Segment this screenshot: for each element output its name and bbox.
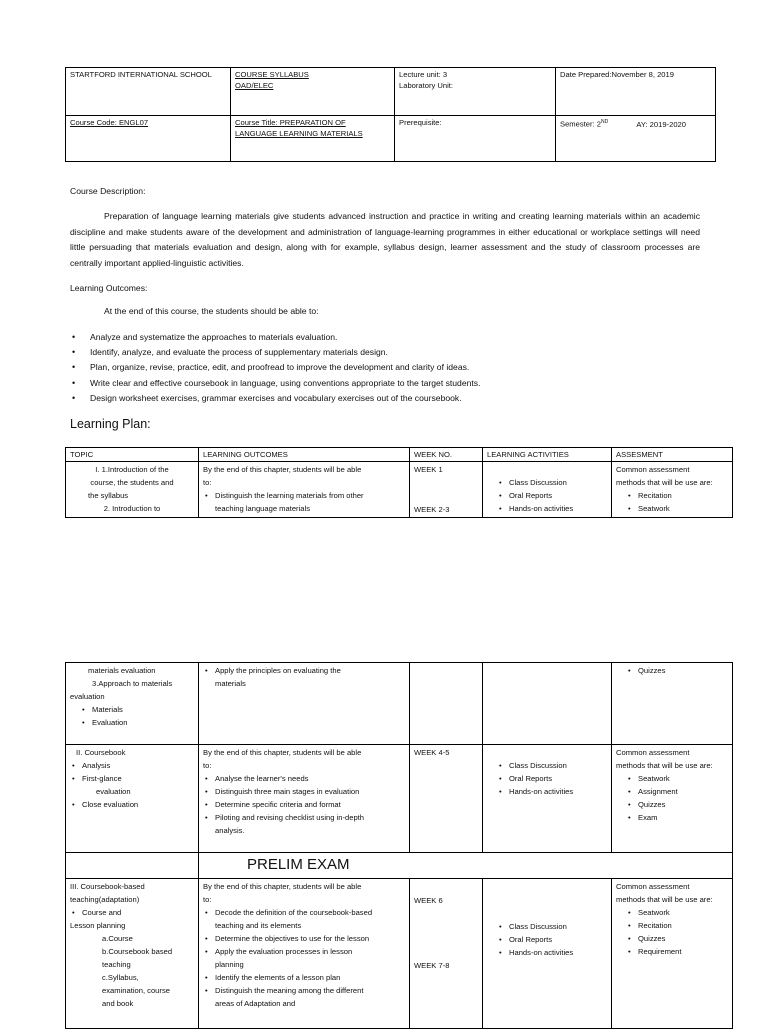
- assessment-list: [616, 906, 728, 958]
- topic-text: III. Coursebook-based: [70, 882, 145, 891]
- assessment-list: [616, 489, 728, 515]
- outcome-bullet: • Determine specific criteria and format: [203, 798, 405, 811]
- assessment-list: [616, 664, 728, 677]
- table-row: [66, 853, 733, 879]
- dept-label: OAD/ELEC: [235, 81, 274, 90]
- topic-bullet: • Analysis: [70, 759, 194, 772]
- topic-text: b.Coursebook based: [102, 947, 173, 956]
- lab-unit: Laboratory Unit:: [399, 81, 454, 90]
- semester-cell: [556, 116, 716, 162]
- topic-text: teaching: [102, 960, 131, 969]
- outcome-bullet: • Decode the definition of the coursebook-based: [203, 906, 405, 919]
- outcome-text: By the end of this chapter, students will be able: [203, 748, 362, 757]
- outcome-text: areas of Adaptation and: [215, 999, 296, 1008]
- outcome-item: • Write clear and effective coursebook in language, using conventions appropriate to the target students.: [70, 376, 710, 391]
- outcome-bullets: [203, 932, 405, 958]
- outcome-bullets: [203, 664, 405, 677]
- topic-bullet: • Evaluation: [70, 716, 194, 729]
- activities-cell: [483, 745, 612, 853]
- activity-item: • Oral Reports: [487, 933, 607, 946]
- assessment-item: • Quizzes: [616, 664, 728, 677]
- units-cell: [395, 68, 556, 116]
- outcome-bullets: [203, 906, 405, 919]
- activity-item: • Oral Reports: [487, 489, 607, 502]
- week-cell: [410, 663, 483, 745]
- assessment-item: • Requirement: [616, 945, 728, 958]
- activities-list: [487, 759, 607, 798]
- outcome-text: By the end of this chapter, students will be able: [203, 882, 362, 891]
- activity-item: • Class Discussion: [487, 920, 607, 933]
- topic-text: teaching(adaptation): [70, 895, 140, 904]
- course-description: [70, 209, 700, 271]
- syllabus-header-table: [65, 67, 716, 162]
- table-row: [66, 462, 733, 518]
- academic-year: AY: 2019-2020: [636, 119, 686, 129]
- topic-text: and book: [102, 999, 134, 1008]
- assessment-cell: [612, 879, 733, 1029]
- learning-outcomes-list: [70, 330, 710, 406]
- assessment-item: • Exam: [616, 811, 728, 824]
- outcome-bullets: [203, 971, 405, 997]
- outcome-text: to:: [203, 478, 212, 487]
- outcome-bullet: • Apply the principles on evaluating the: [203, 664, 405, 677]
- outcome-bullet: • Analyse the learner's needs: [203, 772, 405, 785]
- topic-bullet: • Close evaluation: [70, 798, 194, 811]
- outcomes-cell: [199, 745, 410, 853]
- outcome-item: • Plan, organize, revise, practice, edit, and proofread to improve the development and clarity of ideas.: [70, 360, 710, 375]
- topic-cell: [66, 462, 199, 518]
- outcome-item: • Analyze and systematize the approaches to materials evaluation.: [70, 330, 710, 345]
- school-name: STARTFORD INTERNATIONAL SCHOOL: [70, 70, 212, 79]
- col-header-week: WEEK NO.: [410, 448, 483, 462]
- date-prepared: Date Prepared:November 8, 2019: [560, 70, 674, 79]
- topic-cell: [66, 879, 199, 1029]
- week-cell: [410, 462, 483, 518]
- learning-plan-heading: Learning Plan:: [70, 417, 151, 431]
- assessment-item: • Assignment: [616, 785, 728, 798]
- outcome-item: • Design worksheet exercises, grammar exercises and vocabulary exercises out of the coursebook.: [70, 391, 710, 406]
- outcome-text: By the end of this chapter, students will be able: [203, 465, 362, 474]
- table-row: [66, 663, 733, 745]
- outcome-bullet-cont: [203, 502, 405, 515]
- activity-item: • Hands-on activities: [487, 785, 607, 798]
- prerequisite: Prerequisite:: [399, 118, 442, 127]
- course-code: Course Code: ENGL07: [70, 118, 149, 127]
- assessment-item: • Recitation: [616, 489, 728, 502]
- course-title-cell: [231, 116, 395, 162]
- table-row: [66, 879, 733, 1029]
- topic-bullet: • Course and: [70, 906, 194, 919]
- outcome-bullet: • Piloting and revising checklist using in-depth: [203, 811, 405, 824]
- prerequisite-cell: [395, 116, 556, 162]
- activities-list: [487, 920, 607, 959]
- col-header-activities: LEARNING ACTIVITIES: [483, 448, 612, 462]
- topic-cell: [66, 663, 199, 745]
- learning-outcomes-heading: Learning Outcomes:: [70, 283, 148, 293]
- outcome-text: analysis.: [215, 826, 245, 835]
- outcome-bullet: • Distinguish the meaning among the different: [203, 984, 405, 997]
- outcomes-cell: [199, 462, 410, 518]
- assessment-cell: [612, 462, 733, 518]
- assessment-text: methods that will be use are:: [616, 478, 713, 487]
- lecture-unit: Lecture unit: 3: [399, 70, 448, 79]
- outcome-bullet: • Distinguish the learning materials from other: [203, 489, 405, 502]
- topic-text: evaluation: [70, 692, 105, 701]
- topic-bullets: [70, 759, 194, 785]
- week-text: WEEK 4-5: [414, 748, 450, 757]
- assessment-list: [616, 772, 728, 824]
- assessment-text: Common assessment: [616, 465, 690, 474]
- semester-sup: ND: [600, 119, 609, 125]
- col-header-outcomes: LEARNING OUTCOMES: [199, 448, 410, 462]
- col-header-topic: TOPIC: [66, 448, 199, 462]
- topic-bullet: • First-glance: [70, 772, 194, 785]
- activity-item: • Hands-on activities: [487, 502, 607, 515]
- topic-bullets: [70, 798, 194, 811]
- col-header-assessment: ASSESMENT: [612, 448, 733, 462]
- course-code-cell: [66, 116, 231, 162]
- activity-item: • Oral Reports: [487, 772, 607, 785]
- prelim-exam-label: PRELIM EXAM: [199, 853, 733, 879]
- topic-text: c.Syllabus,: [102, 973, 139, 982]
- topic-cell: [66, 745, 199, 853]
- outcome-bullet: • Apply the evaluation processes in lesson: [203, 945, 405, 958]
- outcome-item: • Identify, analyze, and evaluate the process of supplementary materials design.: [70, 345, 710, 360]
- outcome-text: materials: [215, 679, 246, 688]
- outcome-bullets: [203, 772, 405, 824]
- learning-plan-table-page1: [65, 447, 733, 518]
- topic-text: evaluation: [96, 787, 131, 796]
- assessment-text: methods that will be use are:: [616, 761, 713, 770]
- course-description-heading: Course Description:: [70, 186, 146, 196]
- activities-cell: [483, 462, 612, 518]
- week-text: WEEK 7-8: [414, 961, 450, 970]
- syllabus-cell: [231, 68, 395, 116]
- activities-cell: [483, 663, 612, 745]
- topic-text: course, the students and: [90, 478, 174, 487]
- assessment-item: • Seatwork: [616, 772, 728, 785]
- week-text: WEEK 6: [414, 896, 443, 905]
- activity-item: • Class Discussion: [487, 759, 607, 772]
- outcome-text: to:: [203, 895, 212, 904]
- outcome-bullet: • Distinguish three main stages in evaluation: [203, 785, 405, 798]
- assessment-item: • Recitation: [616, 919, 728, 932]
- topic-bullet: • Materials: [70, 703, 194, 716]
- topic-text: 3.Approach to materials: [92, 679, 173, 688]
- outcome-text: teaching language materials: [215, 504, 310, 513]
- table-row: [66, 745, 733, 853]
- week-text: WEEK 2-3: [414, 505, 450, 514]
- assessment-text: Common assessment: [616, 882, 690, 891]
- assessment-text: methods that will be use are:: [616, 895, 713, 904]
- learning-outcomes-intro: At the end of this course, the students should be able to:: [104, 306, 319, 316]
- topic-bullets: [70, 703, 194, 729]
- assessment-cell: [612, 663, 733, 745]
- topic-text: the syllabus: [88, 491, 129, 500]
- prelim-blank-cell: [66, 853, 199, 879]
- activity-item: • Class Discussion: [487, 476, 607, 489]
- outcome-text: planning: [215, 960, 244, 969]
- outcome-text: teaching and its elements: [215, 921, 302, 930]
- course-title-line2: LANGUAGE LEARNING MATERIALS: [235, 129, 363, 138]
- course-syllabus-label: COURSE SYLLABUS: [235, 70, 309, 79]
- topic-text: examination, course: [102, 986, 170, 995]
- assessment-item: • Quizzes: [616, 932, 728, 945]
- assessment-cell: [612, 745, 733, 853]
- outcome-bullet: • Determine the objectives to use for the lesson: [203, 932, 405, 945]
- week-text: WEEK 1: [414, 465, 443, 474]
- week-cell: [410, 879, 483, 1029]
- activities-list: [487, 476, 607, 515]
- week-cell: [410, 745, 483, 853]
- semester: Semester: 2: [560, 119, 601, 129]
- outcome-bullets: [203, 489, 405, 515]
- outcomes-cell: [199, 879, 410, 1029]
- topic-text: a.Course: [102, 934, 133, 943]
- topic-text: I. 1.Introduction of the: [95, 465, 169, 474]
- school-cell: [66, 68, 231, 116]
- assessment-item: • Quizzes: [616, 798, 728, 811]
- learning-plan-table-page2: [65, 662, 733, 1029]
- date-cell: [556, 68, 716, 116]
- activity-item: • Hands-on activities: [487, 946, 607, 959]
- activities-cell: [483, 879, 612, 1029]
- outcome-text: to:: [203, 761, 212, 770]
- outcome-bullet: • Identify the elements of a lesson plan: [203, 971, 405, 984]
- topic-bullets: [70, 906, 194, 919]
- assessment-text: Common assessment: [616, 748, 690, 757]
- topic-text: 2. Introduction to: [103, 504, 161, 513]
- topic-text: Lesson planning: [70, 921, 126, 930]
- assessment-item: • Seatwork: [616, 906, 728, 919]
- topic-text: II. Coursebook: [76, 748, 126, 757]
- outcomes-cell: [199, 663, 410, 745]
- course-description-text: Preparation of language learning materials give students advanced instruction and practice in writing and creating learning materials within an academic discipline and make students aware of the development and administration of language-learning programmes in either educational or workplace settings will need little persuading that materials evaluation and design, along with for example, syllabus design, learner assessment and the study of classroom processes are centrally important applied-linguistic activities.: [70, 211, 700, 268]
- assessment-item: • Seatwork: [616, 502, 728, 515]
- topic-text: materials evaluation: [88, 666, 156, 675]
- course-title-line1: Course Title: PREPARATION OF: [235, 118, 346, 127]
